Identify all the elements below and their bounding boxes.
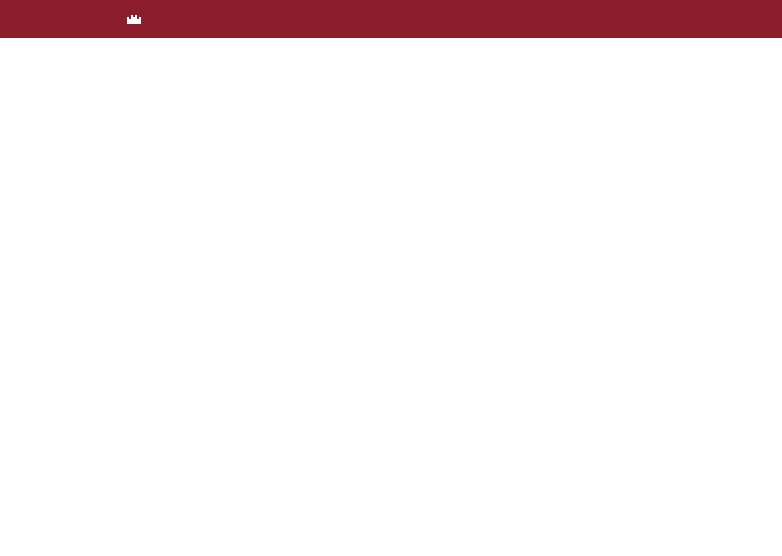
report-header bbox=[0, 0, 782, 38]
castle-icon bbox=[127, 14, 141, 24]
helgi-logo bbox=[127, 14, 143, 24]
